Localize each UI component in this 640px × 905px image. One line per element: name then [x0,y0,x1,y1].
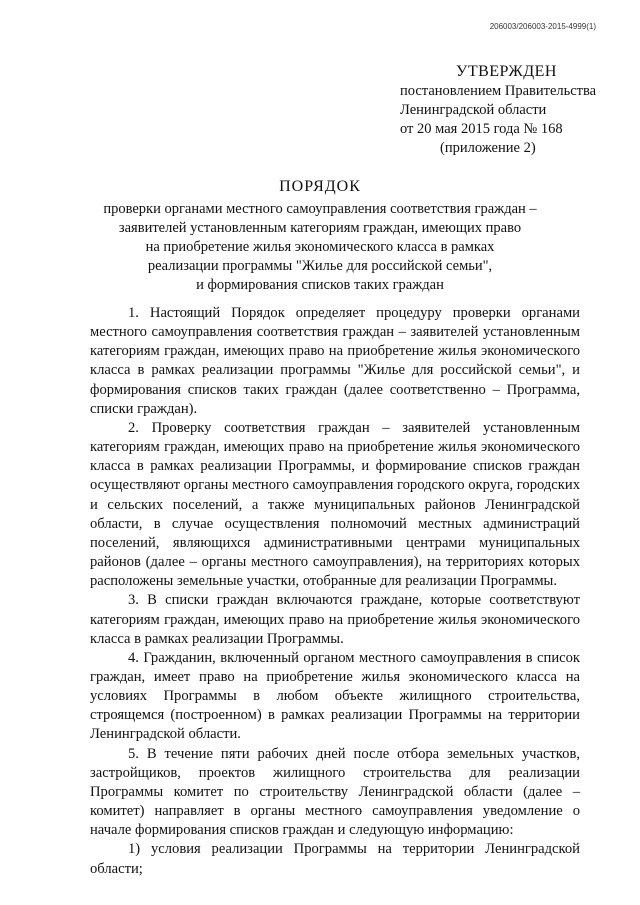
paragraph-5-item-1: 1) условия реализации Программы на территории Ленинградской области; [90,841,580,877]
approval-line: (приложение 2) [440,140,536,156]
document-subtitle [70,200,570,295]
document-id: 206003/206003-2015-4999(1) [489,22,596,31]
approval-line: от 20 мая 2015 года № 168 [400,121,563,137]
approval-heading: УТВЕРЖДЕН [456,63,557,80]
approval-block [400,62,596,158]
document-body [90,304,580,879]
paragraph-5: 5. В течение пяти рабочих дней после отбора земельных участков, застройщиков, проектов жилищного строительства для реализации Программы комитет по строительству Ленинградской области (далее – комитет) направляет в органы местного самоуправления уведомление о начале формирования списков граждан и следующую информацию: [90,745,580,839]
approval-line: постановлением Правительства [400,83,597,99]
paragraph-3: 3. В списки граждан включаются граждане, которые соответствуют категориям граждан, имеющих право на приобретение жилья экономического класса в рамках реализации Программы. [90,592,580,647]
document-title: ПОРЯДОК [279,178,361,195]
paragraph-4: 4. Гражданин, включенный органом местного самоуправления в список граждан, имеет право на приобретение жилья экономического класса на условиях Программы в любом объекте жилищного строительства, строящемся (построенном) в рамках реализации Программы на территории Ленинградской области. [90,649,580,743]
subtitle-line: реализации программы "Жилье для российской семьи", [147,258,493,274]
paragraph-1: 1. Настоящий Порядок определяет процедуру проверки органами местного самоуправления соответствия граждан – заявителей установленным категориям граждан, имеющих право на приобретение жилья экономического класса в рамках реализации программы "Жилье для российской семьи", и формирования списков таких граждан (далее соответственно – Программа, списки граждан). [90,305,580,417]
approval-line: Ленинградской области [400,102,547,118]
subtitle-line: и формирования списков таких граждан [196,277,444,293]
subtitle-line: проверки органами местного самоуправления соответствия граждан – [103,201,537,217]
paragraph-2: 2. Проверку соответствия граждан – заявителей установленным категориям граждан, имеющих право на приобретение жилья экономического класса в рамках реализации Программы, и формирование списков граждан осуществляют органы местного самоуправления городского округа, городских и сельских поселений, а также муниципальных районов Ленинградской области, в случае осуществления полномочий местных администраций поселений, являющихся административными центрами муниципальных районов (далее – органы местного самоуправления), на территориях которых расположены земельные участки, отобранные для реализации Программы. [90,419,580,590]
subtitle-line: заявителей установленным категориям граждан, имеющих право [118,220,522,236]
subtitle-line: на приобретение жилья экономического класса в рамках [145,239,495,255]
